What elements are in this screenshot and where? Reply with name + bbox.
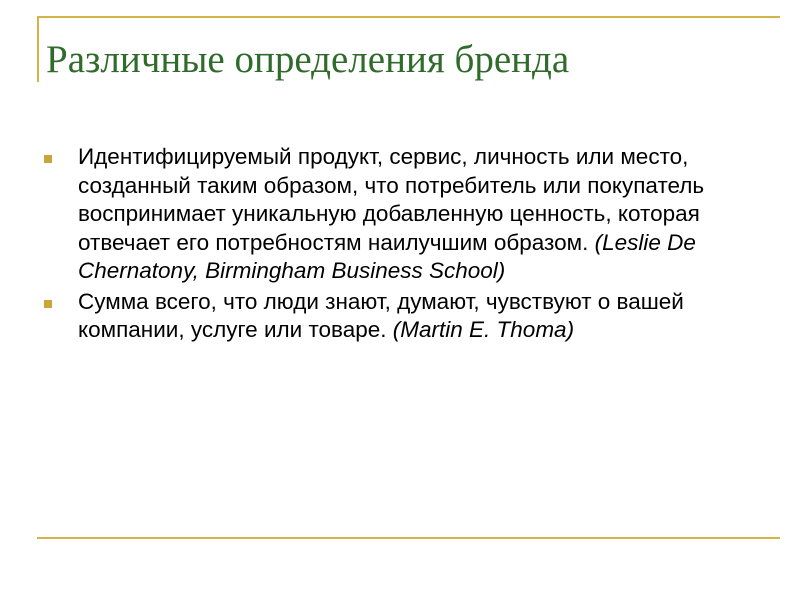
bottom-divider bbox=[37, 537, 780, 539]
square-bullet-icon bbox=[44, 300, 52, 308]
bullet-list bbox=[40, 143, 730, 347]
bullet-item bbox=[40, 288, 730, 345]
bullet-item bbox=[40, 143, 730, 286]
bullet-text: Сумма всего, что люди знают, думают, чувствуют о вашей компании, услуге или товаре. bbox=[78, 288, 684, 342]
left-divider bbox=[37, 16, 39, 82]
bullet-text: Идентифицируемый продукт, сервис, личность или место, созданный таким образом, что потребитель или покупатель воспринимает уникальную добавленную ценность, которая отвечает его потребностям наилучшим образом. bbox=[78, 144, 705, 255]
square-bullet-icon bbox=[44, 155, 52, 163]
slide-title: Различные определения бренда bbox=[46, 38, 570, 81]
bullet-reference: (Martin E. Thoma) bbox=[392, 317, 575, 342]
top-divider bbox=[37, 16, 780, 18]
bullet-reference: (Leslie De Chernatony, Birmingham Business School) bbox=[78, 229, 696, 283]
